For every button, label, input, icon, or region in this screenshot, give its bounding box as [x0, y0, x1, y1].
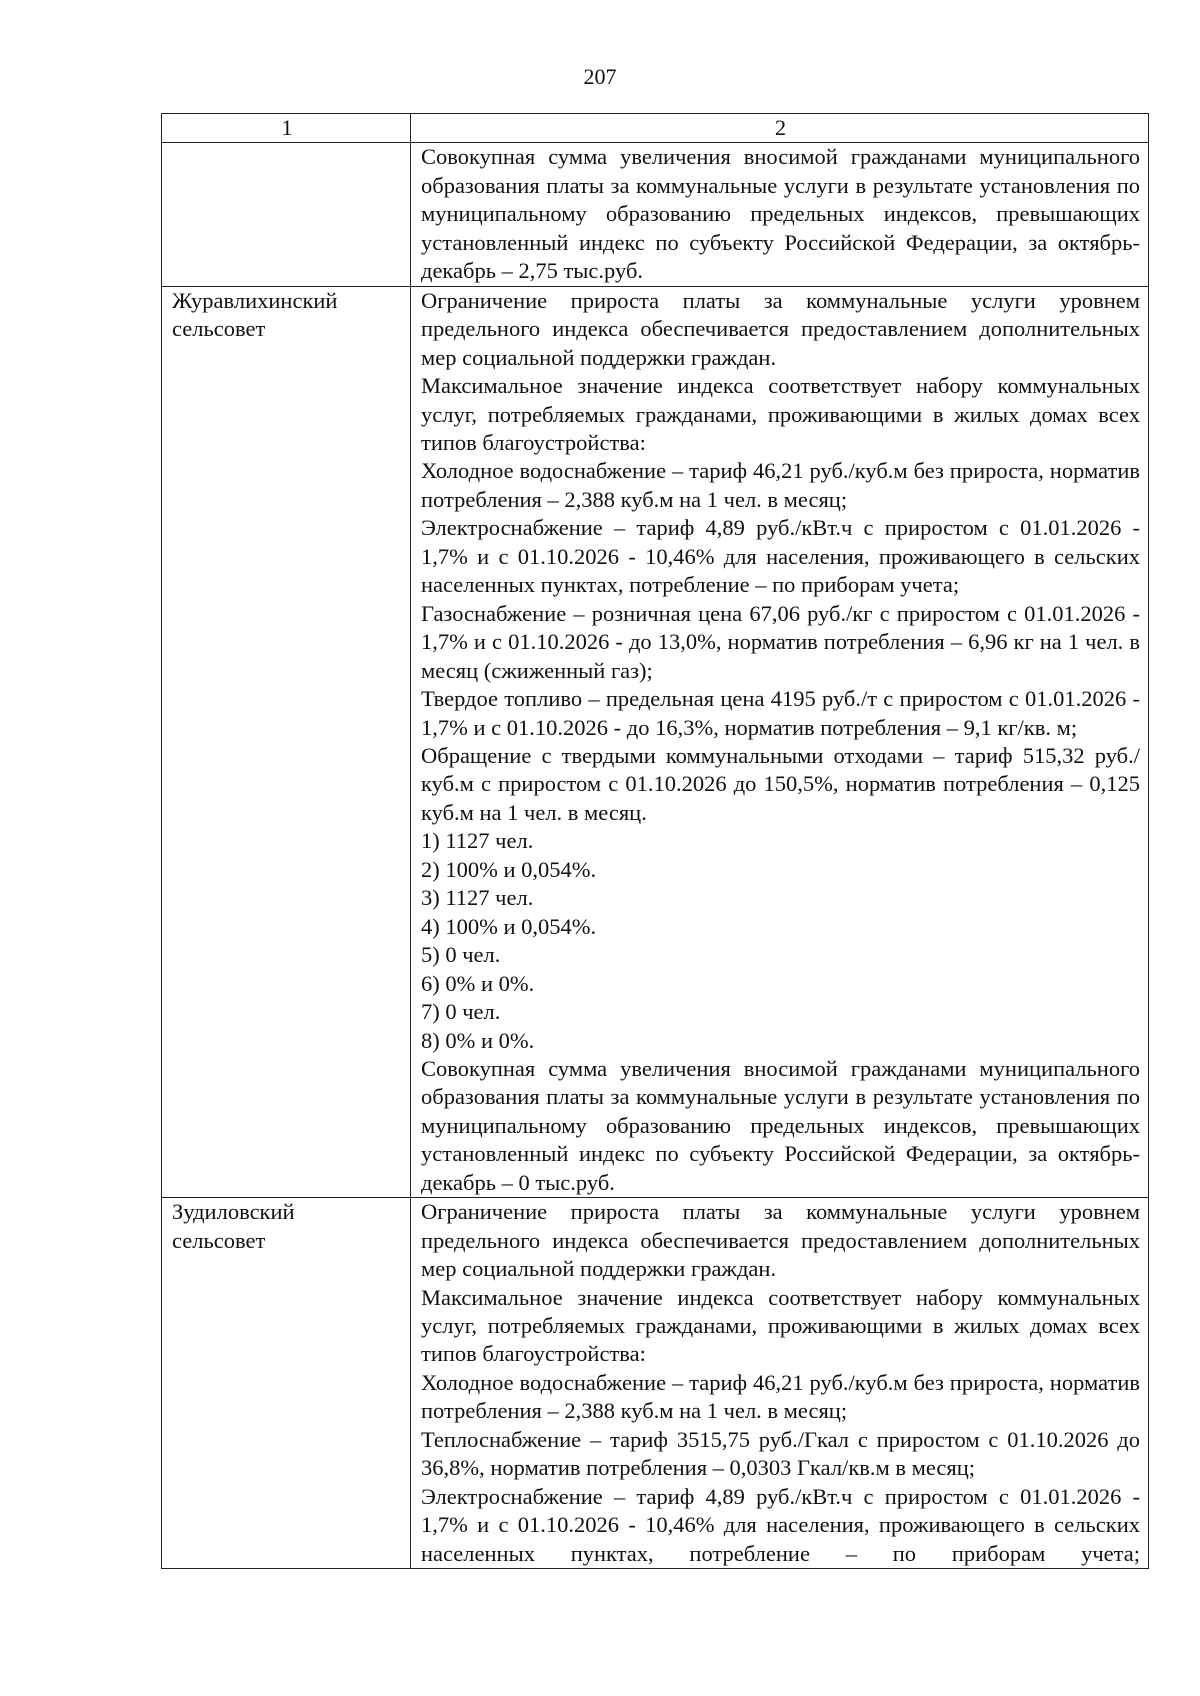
table-row: [162, 1198, 1149, 1569]
services-table: [161, 113, 1149, 1569]
municipality-name-line: Журавлихинский: [172, 287, 338, 313]
description-paragraph: 8) 0% и 0%.: [421, 1027, 535, 1053]
description-paragraph: Максимальное значение индекса соответствует набору коммунальных услуг, потребляемых гражданами, проживающими в жилых домах всех типов благоустройства:: [421, 373, 1140, 455]
description-paragraph: Холодное водоснабжение – тариф 46,21 руб./куб.м без прироста, норматив потребления – 2,388 куб.м на 1 чел. в месяц;: [421, 1369, 1140, 1424]
description-cell: [411, 1198, 1149, 1569]
description-paragraph: 5) 0 чел.: [421, 942, 501, 968]
municipality-name-line: сельсовет: [172, 316, 266, 342]
column-header-2: 2: [411, 114, 1149, 143]
description-paragraph: Холодное водоснабжение – тариф 46,21 руб./куб.м без прироста, норматив потребления – 2,388 куб.м на 1 чел. в месяц;: [421, 458, 1140, 512]
municipality-name-cell: [162, 286, 411, 1198]
municipality-name-line: сельсовет: [172, 1227, 266, 1253]
description-paragraph: Электроснабжение – тариф 4,89 руб./кВт.ч с приростом с 01.01.2026 - 1,7% и с 01.10.2026 - 10,46% для населения, проживающего в сельских населенных пунктах, потребление – по приборам учета;: [421, 515, 1140, 598]
description-cell: [411, 143, 1149, 286]
description-paragraph: Теплоснабжение – тариф 3515,75 руб./Гкал с приростом с 01.10.2026 до 36,8%, норматив потребления – 0,0303 Гкал/кв.м в месяц;: [421, 1426, 1140, 1481]
municipality-name-cell: [162, 1198, 411, 1569]
description-paragraph: 1) 1127 чел.: [421, 828, 534, 854]
description-paragraph: 6) 0% и 0%.: [421, 970, 535, 996]
description-paragraph: Совокупная сумма увеличения вносимой гражданами муниципального образования платы за коммунальные услуги в результате установления по муниципальному образованию предельных индексов, превышающих установленный индекс по субъекту Российской Федерации, за октябрь-декабрь – 2,75 тыс.руб.: [421, 144, 1140, 284]
description-paragraph: Электроснабжение – тариф 4,89 руб./кВт.ч с приростом с 01.01.2026 - 1,7% и с 01.10.2026 - 10,46% для населения, проживающего в сельских населенных пунктах, потребление – по приборам учета;: [421, 1483, 1140, 1566]
municipality-name-line: Зудиловский: [172, 1199, 295, 1225]
description-paragraph: 2) 100% и 0,054%.: [421, 856, 597, 882]
description-paragraph: Твердое топливо – предельная цена 4195 руб./т с приростом с 01.01.2026 - 1,7% и с 01.10.2026 - до 16,3%, норматив потребления – 9,1 кг/кв. м;: [421, 686, 1140, 740]
column-header-1: 1: [162, 114, 411, 143]
description-paragraph: Обращение с твердыми коммунальными отходами – тариф 515,32 руб./куб.м с приростом с 01.10.2026 до 150,5%, норматив потребления – 0,125 куб.м на 1 чел. в месяц.: [421, 742, 1140, 825]
description-paragraph: Ограничение прироста платы за коммунальные услуги уровнем предельного индекса обеспечивается предоставлением дополнительных мер социальной поддержки граждан.: [421, 287, 1140, 370]
page-number: 207: [583, 64, 617, 89]
description-paragraph: 3) 1127 чел.: [421, 885, 534, 911]
description-cell: [411, 286, 1149, 1198]
table-row: [162, 286, 1149, 1198]
description-paragraph: 4) 100% и 0,054%.: [421, 913, 597, 939]
description-paragraph: Совокупная сумма увеличения вносимой гражданами муниципального образования платы за коммунальные услуги в результате установления по муниципальному образованию предельных индексов, превышающих установленный индекс по субъекту Российской Федерации, за октябрь-декабрь – 0 тыс.руб.: [421, 1055, 1140, 1195]
description-paragraph: 7) 0 чел.: [421, 999, 501, 1025]
municipality-name-cell: [162, 143, 411, 286]
description-paragraph: Ограничение прироста платы за коммунальные услуги уровнем предельного индекса обеспечивается предоставлением дополнительных мер социальной поддержки граждан.: [421, 1199, 1140, 1282]
description-paragraph: Газоснабжение – розничная цена 67,06 руб./кг с приростом с 01.01.2026 - 1,7% и с 01.10.2026 - до 13,0%, норматив потребления – 6,96 кг на 1 чел. в месяц (сжиженный газ);: [421, 600, 1140, 683]
description-paragraph: Максимальное значение индекса соответствует набору коммунальных услуг, потребляемых гражданами, проживающими в жилых домах всех типов благоустройства:: [421, 1284, 1140, 1367]
table-row: [162, 143, 1149, 286]
table-header-row: [162, 114, 1149, 143]
